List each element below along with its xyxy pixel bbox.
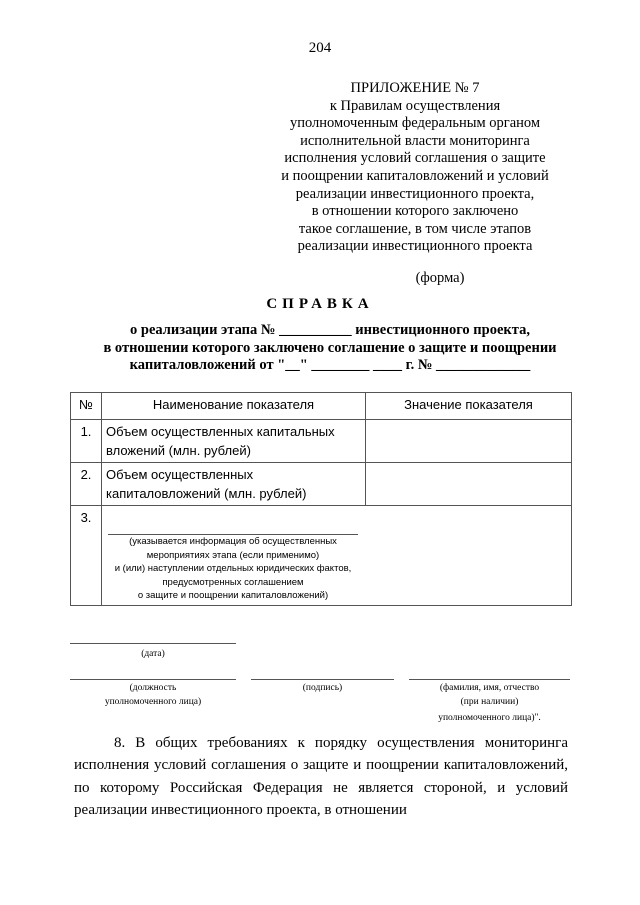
row-number: 2. [71,463,102,506]
table-header-row [71,393,572,420]
header-indicator-value: Значение показателя [366,393,572,420]
row-free-text-cell [102,506,572,606]
table-row [71,463,572,506]
name-caption: (фамилия, имя, отчество [439,683,540,693]
appendix-line: реализации инвестиционного проекта [297,238,533,255]
position-caption: (должность [129,683,177,693]
appendix-line: уполномоченным федеральным органом [289,115,541,132]
note-line: мероприятиях этапа (если применимо) [146,549,320,561]
name-caption: (при наличии) [460,696,519,707]
row-indicator-value [366,420,572,463]
body-paragraph [74,732,568,821]
row-indicator-name: Объем осуществленных капиталовложений (млн. рублей) [102,463,366,506]
table-row [71,506,572,606]
page-number: 204 [308,40,332,56]
row-number: 3. [71,506,102,606]
position-block [70,679,236,709]
appendix-header [270,80,560,256]
appendix-line: реализации инвестиционного проекта, [295,185,535,202]
position-line [70,679,236,680]
note-line: предусмотренных соглашением [162,576,304,588]
appendix-line: исполнительной власти мониторинга [300,132,530,149]
appendix-line: к Правилам осуществления [329,97,501,114]
appendix-line: и поощрении капиталовложений и условий [281,167,549,184]
note-line: о защите и поощрении капиталовложений) [137,590,329,601]
body-text: 8. В общих требованиях к порядку осуществления мониторинга исполнения условий соглашения о защите и поощрении капиталовложений, по которому Российская Федерация не является стороной, и условий реализации инвестиционного проекта, в отношении [74,735,568,818]
subtitle-line: в отношении которого заключено соглашение о защите и поощрении [103,339,557,356]
subtitle-line: о реализации этапа № __________ инвестиционного проекта, [130,322,530,338]
name-line [409,679,570,680]
row-number: 1. [71,420,102,463]
name-caption: уполномоченного лица)". [438,713,541,723]
document-subtitle [60,322,600,375]
date-caption: (дата) [141,649,165,659]
date-line [70,643,236,644]
note-line: и (или) наступлении отдельных юридических фактов, [114,563,352,574]
appendix-line: в отношении которого заключено [311,203,519,220]
row-note-block [108,534,358,603]
date-block [70,643,236,662]
row-indicator-name: Объем осуществленных капитальных вложений (млн. рублей) [102,420,366,463]
appendix-line: исполнения условий соглашения о защите [284,150,546,167]
signature-line [251,679,394,680]
table-row [71,420,572,463]
appendix-line: ПРИЛОЖЕНИЕ № 7 [350,80,480,96]
signature-caption: (подпись) [302,683,343,693]
signature-block [251,679,394,696]
form-label: (форма) [415,270,465,286]
note-line: (указывается информация об осуществленных [129,536,337,547]
row-indicator-value [366,463,572,506]
position-caption: уполномоченного лица) [104,696,202,707]
subtitle-line: капиталовложений от "__" ________ ____ г. № _____________ [129,357,531,374]
indicators-table [70,392,572,606]
appendix-line: такое соглашение, в том числе этапов [298,220,532,237]
name-block [409,679,570,726]
document-title: СПРАВКА [266,296,374,312]
header-indicator-name: Наименование показателя [102,393,366,420]
header-number: № [71,393,102,420]
